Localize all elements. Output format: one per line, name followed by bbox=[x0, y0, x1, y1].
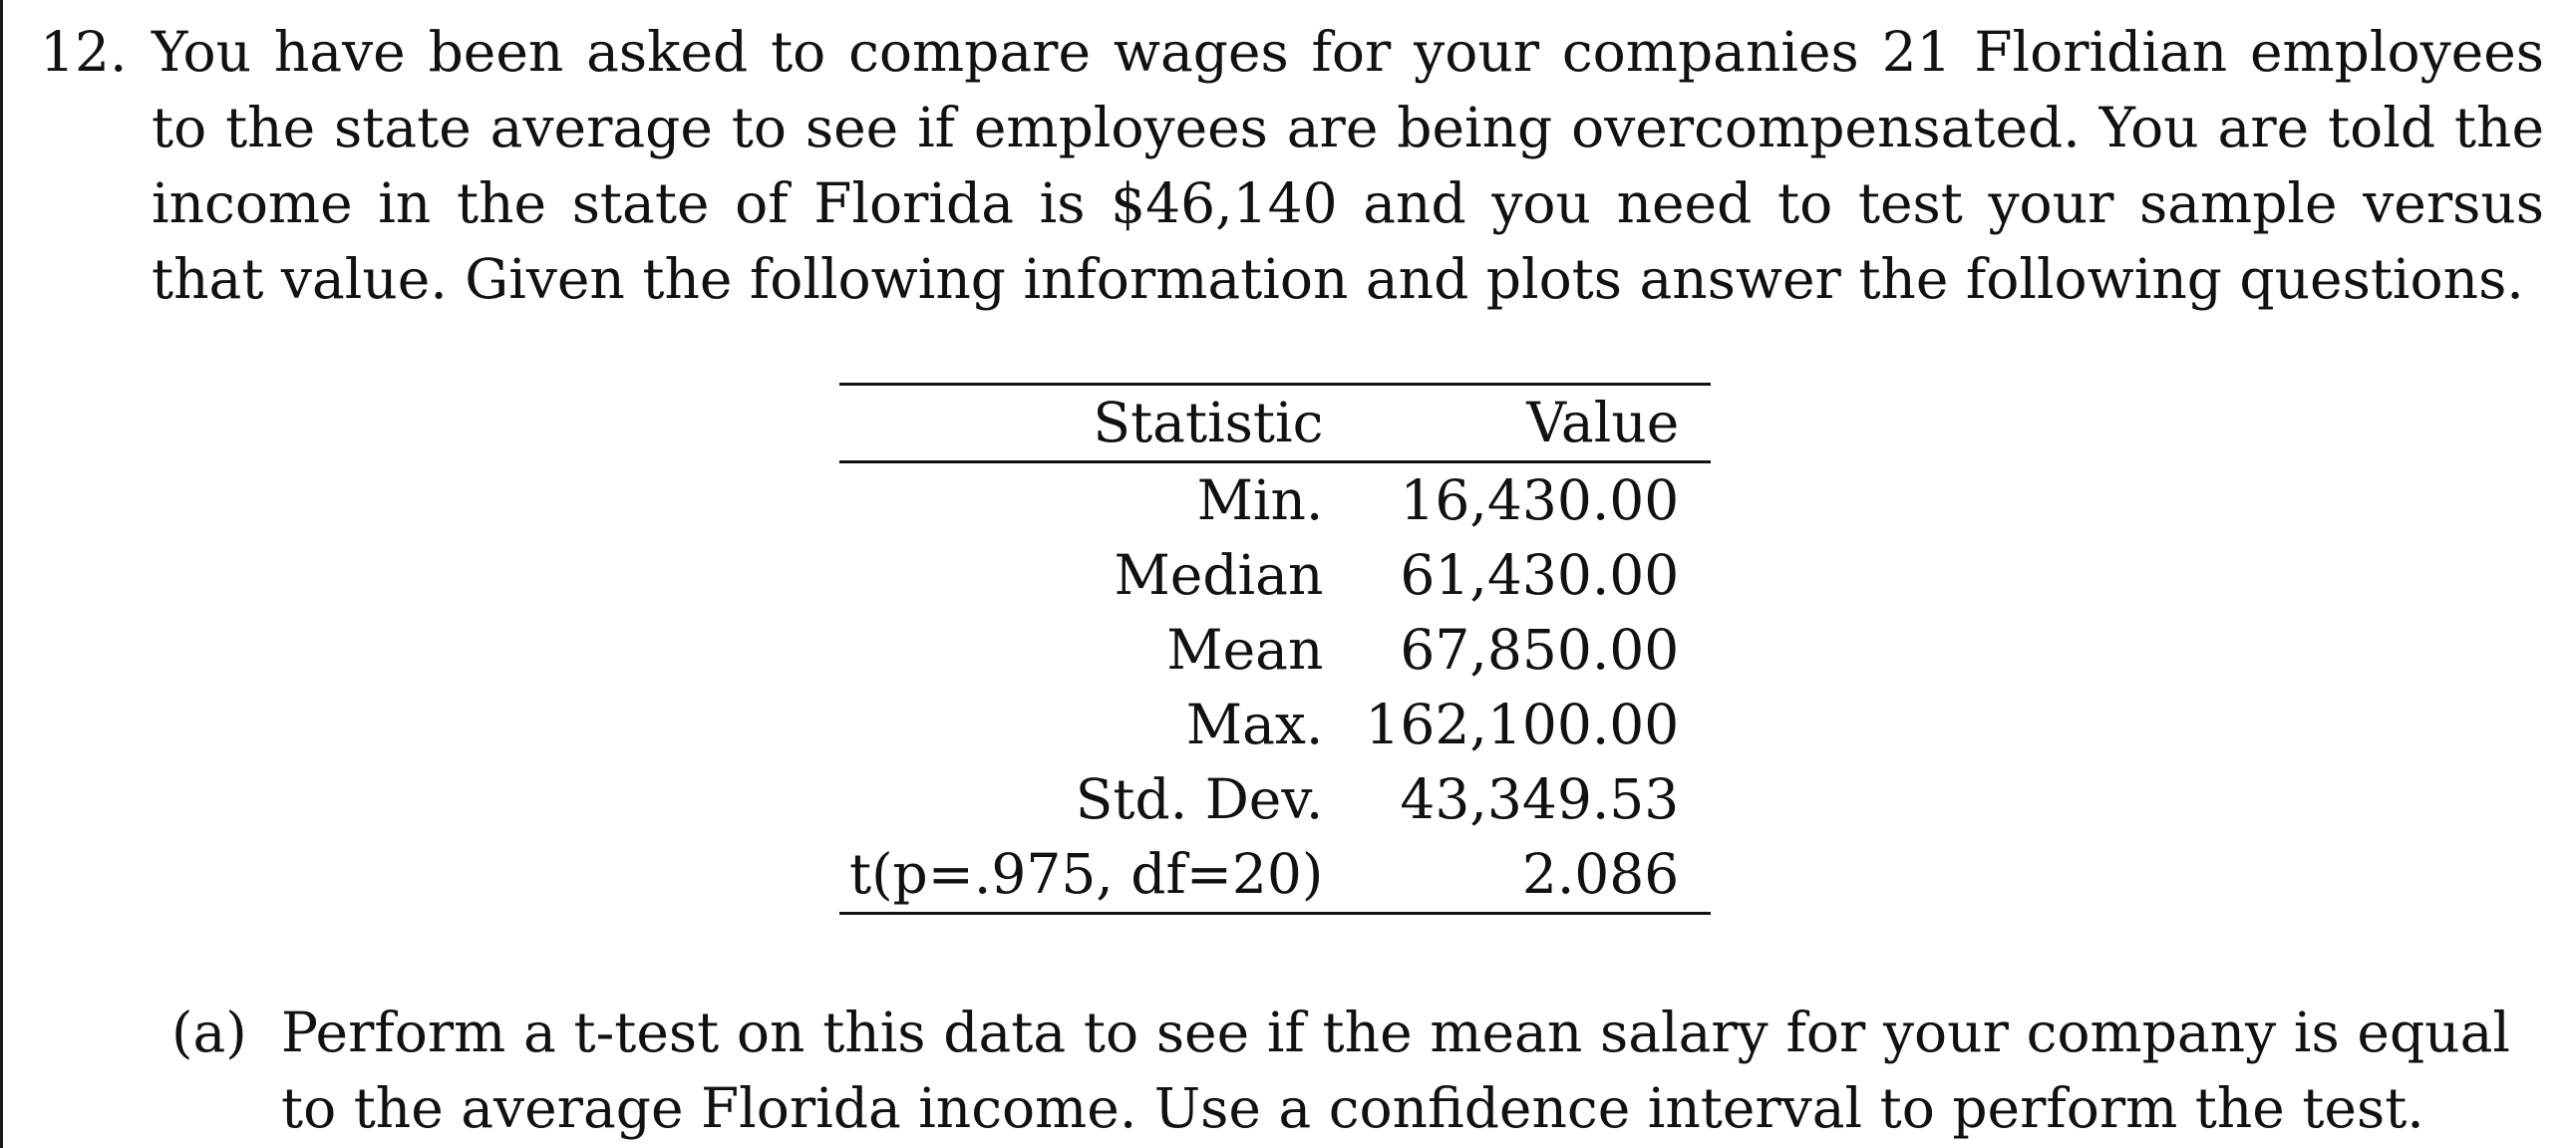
value-cell: 67,850.00 bbox=[1400, 618, 1680, 682]
question-text: You have been asked to compare wages for your companies 21 Floridian employees to the state average to see if employees are being overcompensated. You are told the income in the state of Florida is $46,140 and you need to test your sample versus that value. Given the following information and plots answer the following questions. bbox=[152, 20, 2544, 311]
value-cell: 162,100.00 bbox=[1365, 693, 1680, 756]
statistic-cell: Median bbox=[1114, 543, 1324, 607]
question-number: 12. bbox=[40, 20, 128, 84]
subquestion-text: Perform a t-test on this data to see if the mean salary for your company is equal to the average Florida income. Use a confidence interval to perform the test. bbox=[281, 1001, 2510, 1140]
statistic-cell: Std. Dev. bbox=[1075, 767, 1324, 831]
table-row-std-dev bbox=[839, 762, 1711, 837]
statistics-table bbox=[839, 383, 1711, 915]
statistic-cell: Min. bbox=[1196, 468, 1324, 532]
subquestion-label: (a) bbox=[171, 1001, 247, 1064]
value-cell: 61,430.00 bbox=[1400, 543, 1680, 607]
header-value: Value bbox=[1526, 391, 1680, 454]
statistic-cell: Max. bbox=[1185, 693, 1324, 756]
table-row-median bbox=[839, 538, 1711, 613]
value-cell: 43,349.53 bbox=[1400, 767, 1680, 831]
table-row-mean bbox=[839, 613, 1711, 688]
page-left-border bbox=[0, 0, 3, 1148]
table-row-t-critical bbox=[839, 837, 1711, 914]
statistic-cell: t(p=.975, df=20) bbox=[849, 842, 1324, 906]
value-cell: 2.086 bbox=[1521, 842, 1680, 906]
table-header-row bbox=[839, 385, 1711, 462]
value-cell: 16,430.00 bbox=[1400, 468, 1680, 532]
header-statistic: Statistic bbox=[1093, 391, 1324, 454]
table-row-min bbox=[839, 462, 1711, 539]
table-row-max bbox=[839, 688, 1711, 762]
statistic-cell: Mean bbox=[1166, 618, 1324, 682]
